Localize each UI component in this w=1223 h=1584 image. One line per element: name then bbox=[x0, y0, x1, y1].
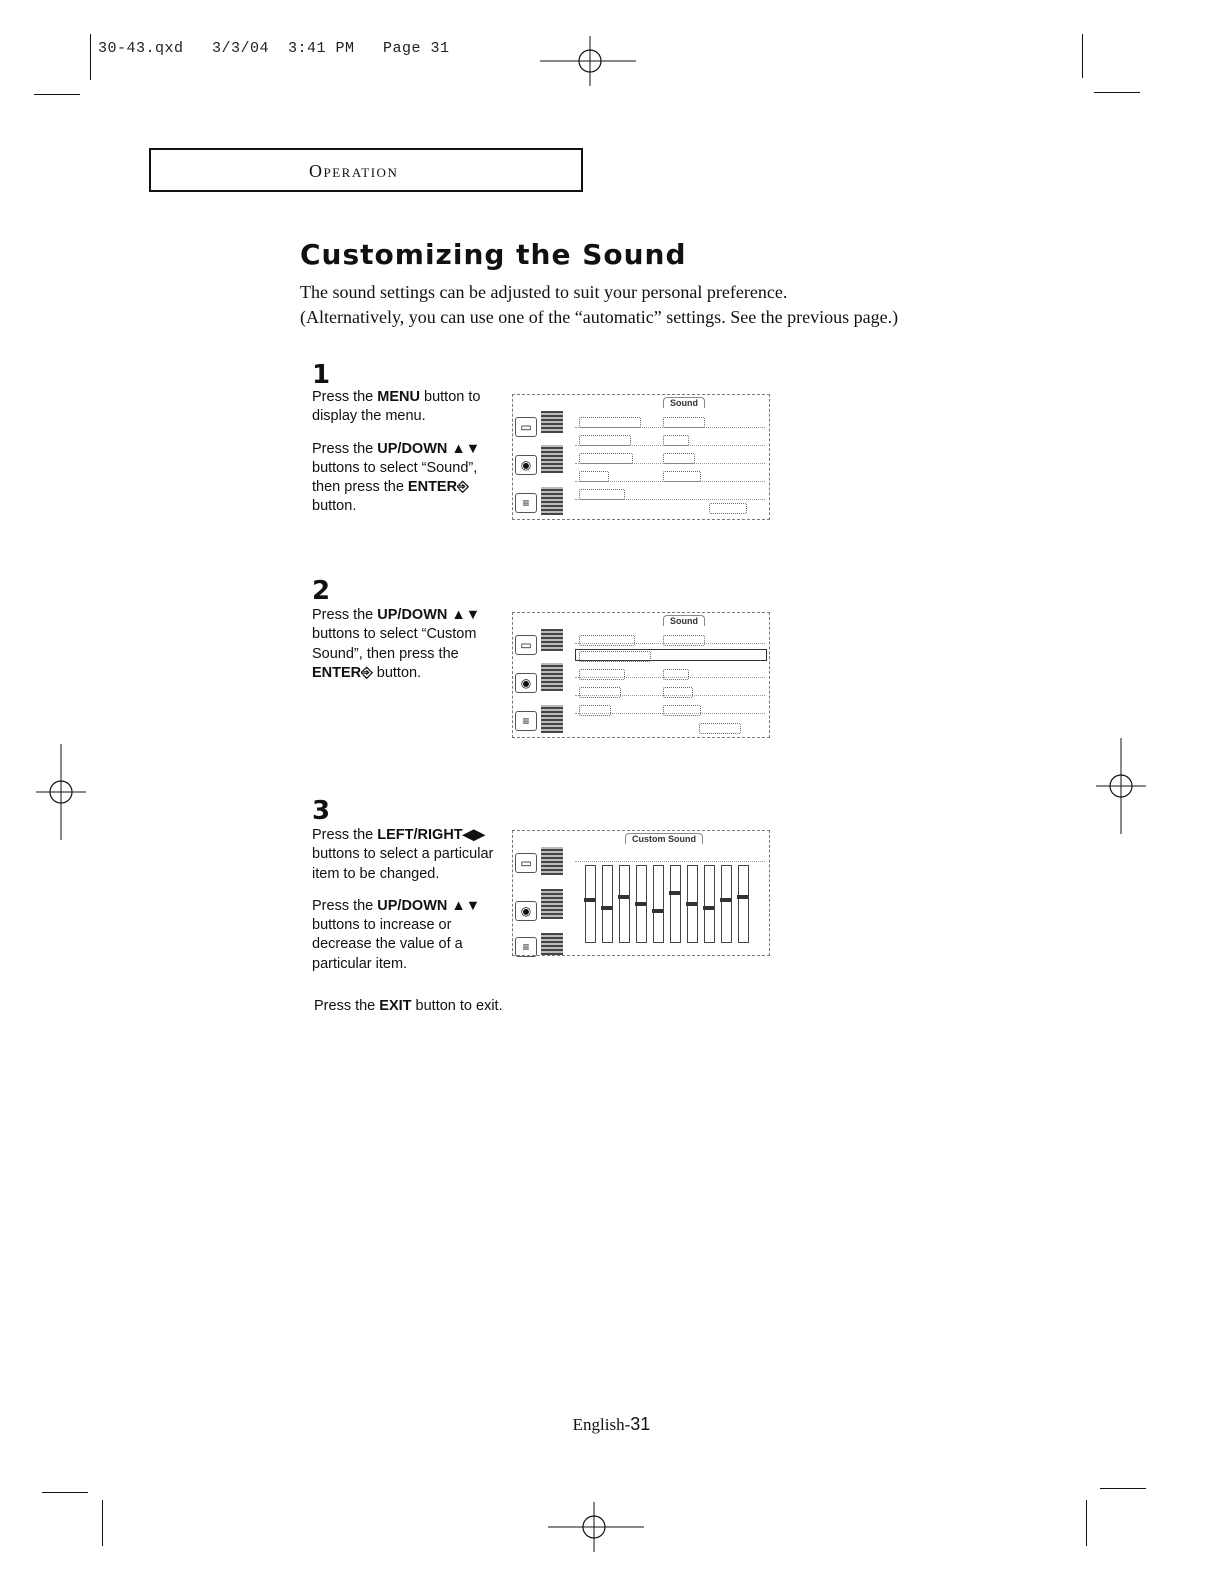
setup-icon: ≡ bbox=[515, 493, 537, 513]
menu-tab-sound: Sound bbox=[663, 615, 705, 626]
instruction-text: buttons to select “Custom Sound”, then press the bbox=[312, 626, 477, 662]
instruction-text: button to exit. bbox=[411, 998, 503, 1014]
eq-slider[interactable] bbox=[585, 865, 596, 943]
sound-icon: ◉ bbox=[515, 901, 537, 921]
instruction-text: Press the bbox=[312, 440, 378, 457]
instruction-text: Press the bbox=[312, 827, 378, 843]
menu-tab-custom-sound: Custom Sound bbox=[625, 833, 703, 844]
registration-mark-icon bbox=[540, 36, 636, 86]
eq-slider[interactable] bbox=[721, 865, 732, 943]
setup-icon: ≡ bbox=[515, 711, 537, 731]
instruction-paragraph bbox=[312, 440, 502, 517]
exit-instruction bbox=[314, 998, 503, 1014]
button-name: ENTER⎆ bbox=[312, 664, 373, 681]
instruction-text: Press the bbox=[314, 998, 380, 1014]
footer-language: English- bbox=[572, 1415, 631, 1434]
intro-line: (Alternatively, you can use one of the “automatic” settings. See the previous page.) bbox=[300, 307, 899, 327]
page-number: 31 bbox=[630, 1414, 651, 1434]
setup-icon: ≡ bbox=[515, 937, 537, 957]
eq-slider[interactable] bbox=[704, 865, 715, 943]
custom-sound-equalizer-screenshot bbox=[512, 830, 770, 956]
eq-slider-knob[interactable] bbox=[686, 902, 697, 906]
menu-tab-sound: Sound bbox=[663, 397, 705, 408]
page-title: Customizing the Sound bbox=[300, 238, 687, 271]
button-name: UP/DOWN ▲▼ bbox=[377, 897, 481, 914]
step-number: 3 bbox=[312, 796, 331, 826]
intro-line: The sound settings can be adjusted to suit your personal preference. bbox=[300, 282, 788, 302]
eq-slider-knob[interactable] bbox=[720, 898, 731, 902]
step-number: 2 bbox=[312, 576, 331, 606]
eq-slider[interactable] bbox=[738, 865, 749, 943]
step-number: 1 bbox=[312, 360, 331, 390]
sound-icon: ◉ bbox=[515, 455, 537, 475]
registration-mark-icon bbox=[548, 1502, 644, 1552]
instruction-text: Press the bbox=[312, 607, 378, 623]
step-instructions bbox=[312, 388, 502, 530]
page-footer bbox=[0, 1414, 1223, 1435]
crop-mark bbox=[1094, 92, 1140, 93]
section-header bbox=[149, 148, 583, 192]
instruction-text: button to display the menu. bbox=[312, 389, 481, 425]
eq-slider-knob[interactable] bbox=[652, 909, 663, 913]
crop-mark bbox=[42, 1492, 88, 1493]
eq-slider-knob[interactable] bbox=[601, 906, 612, 910]
eq-slider[interactable] bbox=[619, 865, 630, 943]
picture-icon: ▭ bbox=[515, 417, 537, 437]
eq-slider[interactable] bbox=[602, 865, 613, 943]
eq-slider-knob[interactable] bbox=[635, 902, 646, 906]
eq-slider[interactable] bbox=[636, 865, 647, 943]
button-name: MENU bbox=[377, 389, 420, 405]
instruction-text: buttons to select a particular item to be changed. bbox=[312, 846, 494, 882]
menu-icon-rail bbox=[513, 619, 565, 733]
menu-screenshot-custom-sound bbox=[512, 612, 770, 738]
eq-slider-knob[interactable] bbox=[669, 891, 680, 895]
eq-slider[interactable] bbox=[670, 865, 681, 943]
crop-mark bbox=[1086, 1500, 1087, 1546]
picture-icon: ▭ bbox=[515, 853, 537, 873]
instruction-paragraph bbox=[312, 897, 502, 974]
print-slug: 30-43.qxd 3/3/04 3:41 PM Page 31 bbox=[98, 40, 450, 57]
instruction-text: buttons to increase or decrease the value of a particular item. bbox=[312, 917, 463, 972]
eq-slider-knob[interactable] bbox=[703, 906, 714, 910]
instruction-paragraph bbox=[312, 606, 502, 683]
crop-mark bbox=[1082, 34, 1083, 78]
crop-mark bbox=[102, 1500, 103, 1546]
instruction-text: button. bbox=[312, 498, 357, 515]
eq-slider-knob[interactable] bbox=[618, 895, 629, 899]
section-title: Operation bbox=[309, 161, 399, 181]
eq-slider-knob[interactable] bbox=[737, 895, 748, 899]
menu-icon-rail bbox=[513, 837, 565, 954]
step-instructions bbox=[312, 826, 502, 987]
instruction-paragraph bbox=[312, 826, 502, 884]
picture-icon: ▭ bbox=[515, 635, 537, 655]
step-instructions bbox=[312, 606, 502, 696]
button-name: ENTER⎆ bbox=[407, 479, 469, 496]
eq-slider[interactable] bbox=[653, 865, 664, 943]
menu-icon-rail bbox=[513, 401, 565, 515]
instruction-paragraph bbox=[312, 388, 502, 427]
crop-mark bbox=[1100, 1488, 1146, 1489]
button-name: LEFT/RIGHT◀▶ bbox=[377, 827, 485, 843]
crop-mark bbox=[34, 94, 80, 95]
registration-mark-icon bbox=[1096, 738, 1146, 834]
button-name: UP/DOWN ▲▼ bbox=[377, 440, 481, 457]
instruction-text: buttons to select “Sound”, then press the bbox=[312, 459, 478, 496]
button-name: UP/DOWN ▲▼ bbox=[377, 607, 481, 623]
eq-slider-knob[interactable] bbox=[584, 898, 595, 902]
button-name: EXIT bbox=[379, 998, 412, 1014]
instruction-text: Press the bbox=[312, 389, 378, 405]
instruction-text: Press the bbox=[312, 897, 378, 914]
instruction-text: button. bbox=[372, 664, 422, 681]
eq-slider[interactable] bbox=[687, 865, 698, 943]
menu-screenshot-sound bbox=[512, 394, 770, 520]
sound-icon: ◉ bbox=[515, 673, 537, 693]
crop-mark bbox=[90, 34, 91, 80]
registration-mark-icon bbox=[36, 744, 86, 840]
